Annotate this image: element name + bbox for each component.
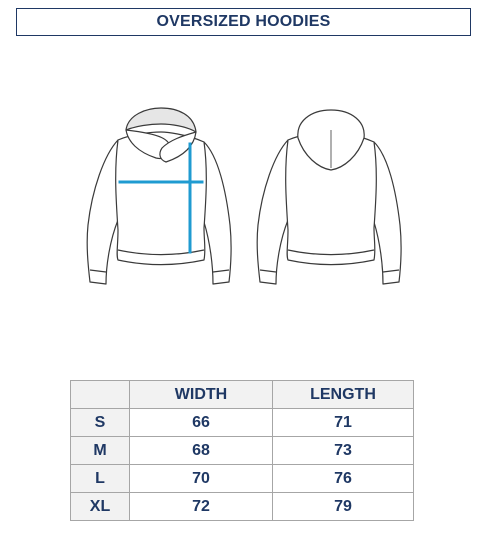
size-label: M — [71, 437, 130, 465]
column-header-length: LENGTH — [273, 381, 414, 409]
width-value: 72 — [130, 493, 273, 521]
table-row — [71, 409, 414, 437]
length-value: 76 — [273, 465, 414, 493]
column-header-width: WIDTH — [130, 381, 273, 409]
page-title — [16, 8, 471, 36]
hoodie-illustration — [66, 60, 422, 352]
table-row — [71, 493, 414, 521]
hoodie-front-view — [87, 108, 231, 284]
page-title-text: OVERSIZED HOODIES — [156, 13, 331, 30]
width-value: 66 — [130, 409, 273, 437]
length-value: 73 — [273, 437, 414, 465]
hoodie-back-view — [257, 110, 401, 284]
size-label: L — [71, 465, 130, 493]
size-label: XL — [71, 493, 130, 521]
length-value: 71 — [273, 409, 414, 437]
width-value: 70 — [130, 465, 273, 493]
width-value: 68 — [130, 437, 273, 465]
table-row — [71, 465, 414, 493]
table-corner-cell — [71, 381, 130, 409]
table-header-row — [71, 381, 414, 409]
length-value: 79 — [273, 493, 414, 521]
size-chart-table — [70, 380, 414, 521]
size-label: S — [71, 409, 130, 437]
table-row — [71, 437, 414, 465]
